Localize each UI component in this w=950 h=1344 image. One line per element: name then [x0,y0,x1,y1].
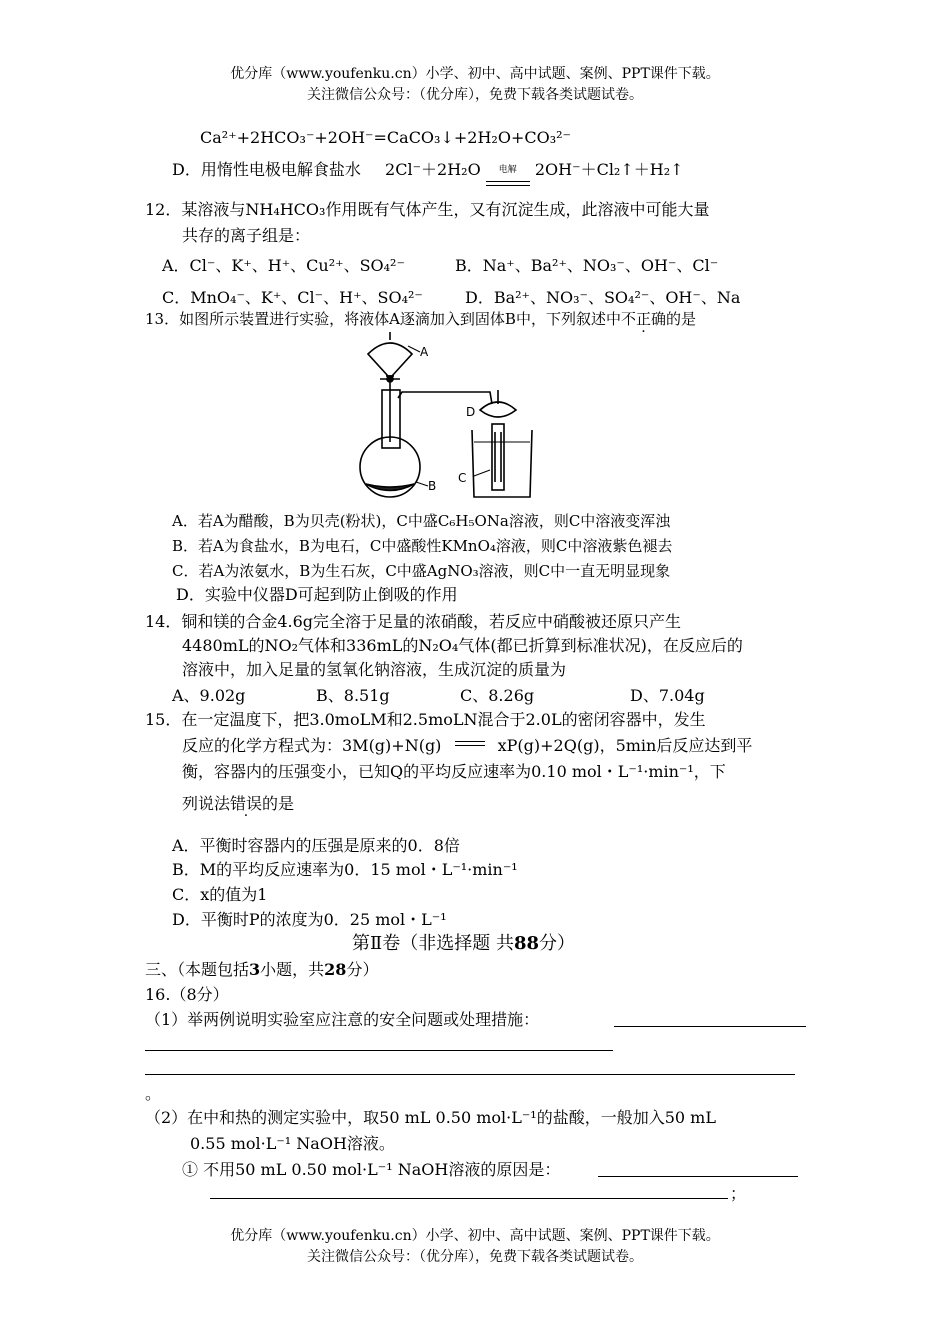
equilibrium-arrow [453,739,487,751]
sec-n2: 28 [324,960,347,979]
part2-title [352,933,575,955]
answer-blank-3[interactable] [145,1074,795,1075]
q16-part2-c: ① 不用50 mL 0.50 mol·L⁻¹ NaOH溶液的原因是： [182,1160,561,1179]
q14-option-c: C、8.26g [460,686,535,705]
q13-stem-text: 13．如图所示装置进行实验，将液体A逐滴加入到固体B中，下列叙述中 [145,310,621,328]
q13-stem-end: 的是 [665,310,696,328]
q11-d-eq-left: 2Cl⁻＋2H₂O [385,160,481,179]
q12-option-a: A．Cl⁻、K⁺、H⁺、Cu²⁺、SO₄²⁻ [162,256,405,275]
q15-option-b: B．M的平均反应速率为0．15 mol・L⁻¹·min⁻¹ [172,860,518,879]
q16-end-mark: 。 [145,1084,162,1103]
q13-stem-emphasis: 不正确 [620,310,666,328]
answer-blank-1[interactable] [614,1026,806,1027]
part2-title-a: 第Ⅱ卷（非选择题 共 [352,933,514,954]
q16-part1: （1）举两例说明实验室应注意的安全问题或处理措施： [145,1010,540,1029]
q15-option-d: D．平衡时P的浓度为0．25 mol・L⁻¹ [172,910,447,929]
answer-blank-2[interactable] [145,1050,613,1051]
q14-stem-1: 14．铜和镁的合金4.6g完全溶于足量的浓硝酸，若反应中硝酸被还原只产生 [145,612,682,631]
q15-stem-4a: 列说法 [182,794,231,813]
apparatus-figure [350,332,550,502]
q13-option-d: D．实验中仪器D可起到防止倒吸的作用 [176,585,458,604]
q16-part2-b: 0.55 mol·L⁻¹ NaOH溶液。 [190,1134,395,1153]
header-line-2: 关注微信公众号：（优分库），免费下载各类试题试卷。 [307,87,643,103]
q15-option-a: A．平衡时容器内的压强是原来的0．8倍 [172,836,460,855]
q12-stem-2: 共存的离子组是： [182,226,311,245]
q13-option-c: C．若A为浓氨水，B为生石灰，C中盛AgNO₃溶液，则C中一直无明显现象 [172,562,671,580]
label-c: C [458,471,467,485]
q11-d-eq-right: 2OH⁻＋Cl₂↑＋H₂↑ [534,160,684,179]
section-three-header [145,960,378,979]
part2-title-b: 分） [539,933,576,954]
q16-part2-a: （2）在中和热的测定实验中，取50 mL 0.50 mol·L⁻¹的盐酸，一般加入50 mL [145,1108,716,1127]
label-a: A [420,345,429,359]
q11-d-text: D．用惰性电极电解食盐水 [172,160,361,179]
electrolysis-label: 电解 [498,165,517,175]
q11-option-d [172,160,684,179]
q14-option-d: D、7.04g [630,686,705,705]
footer-line-2: 关注微信公众号：（优分库），免费下载各类试题试卷。 [307,1249,643,1265]
q11-c-equation: Ca²⁺+2HCO₃⁻+2OH⁻=CaCO₃↓+2H₂O+CO₃²⁻ [200,128,571,147]
sec-n1: 3 [249,960,261,979]
q15-stem-4 [182,794,294,813]
q15-stem-1: 15．在一定温度下，把3.0moLM和2.5moLN混合于2.0L的密闭容器中，发生 [145,710,706,729]
q12-option-d: D．Ba²⁺、NO₃⁻、SO₄²⁻、OH⁻、Na [465,288,741,307]
q13-option-b: B．若A为食盐水，B为电石，C中盛酸性KMnO₄溶液，则C中溶液紫色褪去 [172,537,673,555]
answer-blank-4[interactable] [598,1176,798,1177]
q14-stem-3: 溶液中，加入足量的氢氧化钠溶液，生成沉淀的质量为 [182,660,567,679]
q12-stem-1: 12．某溶液与NH₄HCO₃作用既有气体产生，又有沉淀生成，此溶液中可能大量 [145,200,710,219]
sec-c: 分） [346,960,379,979]
part2-title-num: 88 [513,933,540,954]
footer-line-1: 优分库（www.youfenku.cn）小学、初中、高中试题、案例、PPT课件下载。 [230,1228,720,1244]
header-line-1: 优分库（www.youfenku.cn）小学、初中、高中试题、案例、PPT课件下载。 [230,66,720,82]
label-d: D [466,405,476,419]
q15-stem-2b: xP(g)+2Q(g)，5min后反应达到平 [497,736,753,755]
q15-stem-3: 衡，容器内的压强变小，已知Q的平均反应速率为0.10 mol・L⁻¹·min⁻¹，下 [182,762,726,781]
q12-option-c: C．MnO₄⁻、K⁺、Cl⁻、H⁺、SO₄²⁻ [162,288,423,307]
sec-a: 三、（本题包括 [145,960,250,979]
q15-stem-emphasis: 错误 [230,794,263,813]
q15-stem-2a: 反应的化学方程式为：3M(g)+N(g) [182,736,442,755]
q14-option-b: B、8.51g [316,686,390,705]
answer-blank-5[interactable] [210,1198,728,1199]
q15-option-c: C．x的值为1 [172,885,268,904]
label-b: B [428,479,437,493]
q14-stem-2: 4480mL的NO₂气体和336mL的N₂O₄气体(都已折算到标准状况)，在反应后的 [182,636,743,655]
q14-option-a: A、9.02g [172,686,246,705]
q16-semicolon: ； [730,1184,747,1203]
q13-option-a: A．若A为醋酸，B为贝壳(粉状)，C中盛C₆H₅ONa溶液，则C中溶液变浑浊 [172,512,671,530]
q13-stem [145,310,696,328]
q15-stem-4b: 的是 [262,794,295,813]
q15-stem-2 [182,736,752,755]
q12-option-b: B．Na⁺、Ba²⁺、NO₃⁻、OH⁻、Cl⁻ [455,256,719,275]
q16-heading: 16.（8分） [145,985,229,1004]
sec-b: 小题，共 [260,960,325,979]
